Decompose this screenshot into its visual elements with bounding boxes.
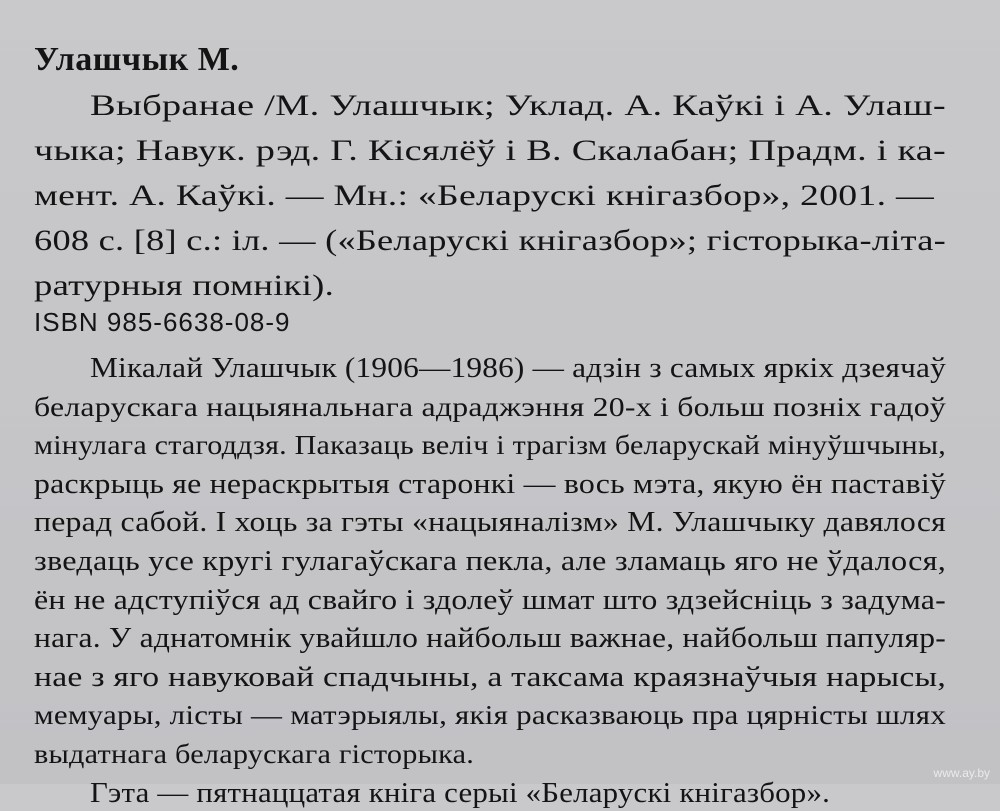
annotation-line: мемуары, лісты — матэрыялы, якія расказваюць пра цярністы шлях — [34, 700, 946, 731]
annotation-line: нага. У аднатомнік увайшло найбольш важнае, найбольш папуляр- — [34, 622, 946, 655]
annotation-line: перад сабой. І хоць за гэты «нацыяналізм» М. Улашчыку давялося — [34, 506, 947, 539]
author-heading: Улашчык М. — [34, 41, 240, 78]
entry-line: ратурныя помнікі). — [34, 269, 335, 302]
entry-line: 608 с. [8] с.: іл. — («Беларускі кнігазбор»; гісторыка-літа- — [34, 224, 946, 257]
annotation-line: Мікалай Улашчык (1906—1986) — адзін з самых яркіх дзеячаў — [90, 352, 947, 384]
entry-line: мент. А. Каўкі. — Мн.: «Беларускі кнігазбор», 2001. — — [34, 179, 935, 212]
annotation-line: беларускага нацыянальнага адраджэння 20-х і больш позніх гадоў — [34, 391, 947, 422]
annotation-line: ён не адступіўся ад свайго і здолеў шмат што здзейсніць з задума- — [34, 583, 946, 616]
annotation-line: раскрыць яе нераскрытыя старонкі — вось мэта, якую ён паставіў — [34, 467, 947, 500]
annotation-line: мінулага стагоддзя. Паказаць веліч і трагізм беларускай мінуўшчыны, — [34, 430, 947, 461]
site-watermark: www.ay.by — [933, 766, 990, 780]
isbn-number: ISBN 985-6638-08-9 — [34, 307, 291, 337]
annotation-line: выдатнага беларускага гісторыка. — [34, 739, 474, 769]
annotation-line: зведаць усе кругі гулагаўскага пекла, але зламаць яго не ўдалося, — [34, 545, 947, 577]
series-note-line: Гэта — пятнаццатая кніга серыі «Беларускі кнігазбор». — [90, 776, 831, 809]
entry-line: чыка; Навук. рэд. Г. Кісялёў і В. Скалабан; Прадм. і ка- — [34, 134, 947, 167]
annotation-line: нае з яго навуковай спадчыны, а таксама краязнаўчыя нарысы, — [34, 660, 947, 693]
entry-line: Выбранае /М. Улашчык; Уклад. А. Каўкі і А. Улаш- — [90, 89, 946, 122]
